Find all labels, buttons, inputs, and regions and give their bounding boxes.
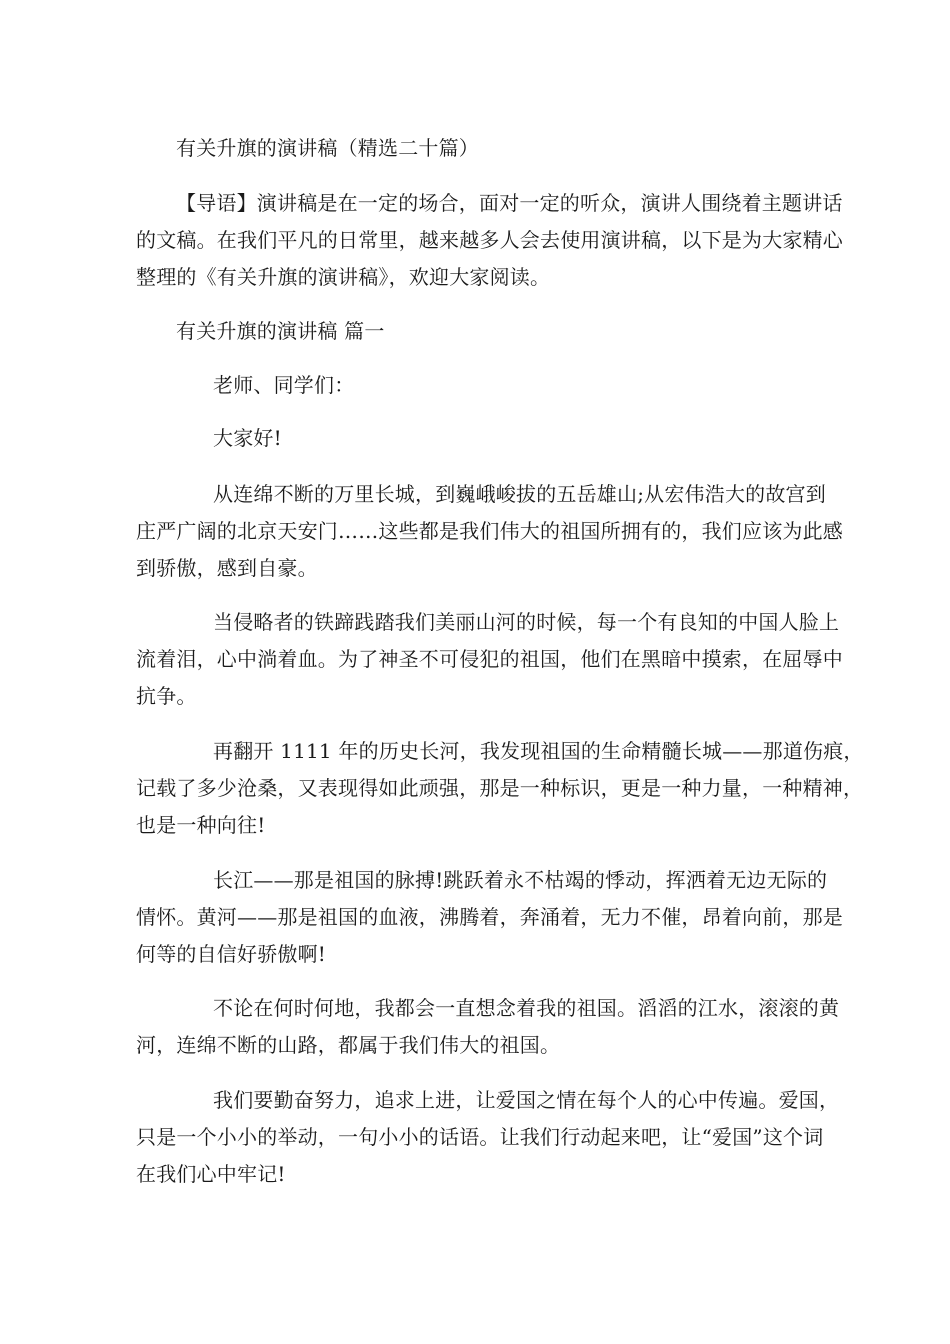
paragraph-line: 流着泪，心中淌着血。为了神圣不可侵犯的祖国，他们在黑暗中摸索，在屈辱中 (136, 647, 843, 671)
paragraph-line: 在我们心中牢记! (136, 1162, 286, 1186)
salutation: 老师、同学们： (213, 373, 355, 397)
paragraph-line: 当侵略者的铁蹄践踏我们美丽山河的时候，每一个有良知的中国人脸上 (213, 610, 840, 634)
paragraph-line: 不论在何时何地，我都会一直想念着我的祖国。滔滔的江水，滚滚的黄 (213, 996, 840, 1020)
intro-line: 【导语】演讲稿是在一定的场合，面对一定的听众，演讲人围绕着主题讲话 (176, 191, 843, 215)
intro-line: 整理的《有关升旗的演讲稿》，欢迎大家阅读。 (136, 265, 551, 289)
paragraph-line: 情怀。黄河——那是祖国的血液，沸腾着，奔涌着，无力不催，昂着向前，那是 (136, 905, 843, 929)
document-title: 有关升旗的演讲稿（精选二十篇） (176, 136, 479, 160)
paragraph-line: 我们要勤奋努力，追求上进，让爱国之情在每个人的心中传遍。爱国， (213, 1088, 840, 1112)
paragraph-line: 到骄傲，感到自豪。 (136, 556, 318, 580)
section-heading: 有关升旗的演讲稿 篇一 (176, 319, 385, 343)
paragraph-line: 抗争。 (136, 684, 197, 708)
paragraph-line: 记载了多少沧桑，又表现得如此顽强，那是一种标识，更是一种力量，一种精神， (136, 776, 864, 800)
paragraph-line: 也是一种向往! (136, 813, 266, 837)
paragraph-line: 从连绵不断的万里长城，到巍峨峻拔的五岳雄山;从宏伟浩大的故宫到 (213, 482, 826, 506)
paragraph-line: 长江——那是祖国的脉搏!跳跃着永不枯竭的悸动，挥洒着无边无际的 (213, 868, 828, 892)
paragraph-line: 只是一个小小的举动，一句小小的话语。让我们行动起来吧，让“爱国”这个词 (136, 1125, 824, 1149)
intro-line: 的文稿。在我们平凡的日常里，越来越多人会去使用演讲稿，以下是为大家精心 (136, 228, 843, 252)
paragraph-line: 何等的自信好骄傲啊! (136, 942, 327, 966)
paragraph-line: 河，连绵不断的山路，都属于我们伟大的祖国。 (136, 1033, 561, 1057)
greeting: 大家好! (213, 426, 282, 450)
paragraph-line: 再翻开 1111 年的历史长河，我发现祖国的生命精髓长城——那道伤痕， (213, 739, 864, 763)
paragraph-line: 庄严广阔的北京天安门……这些都是我们伟大的祖国所拥有的，我们应该为此感 (136, 519, 843, 543)
